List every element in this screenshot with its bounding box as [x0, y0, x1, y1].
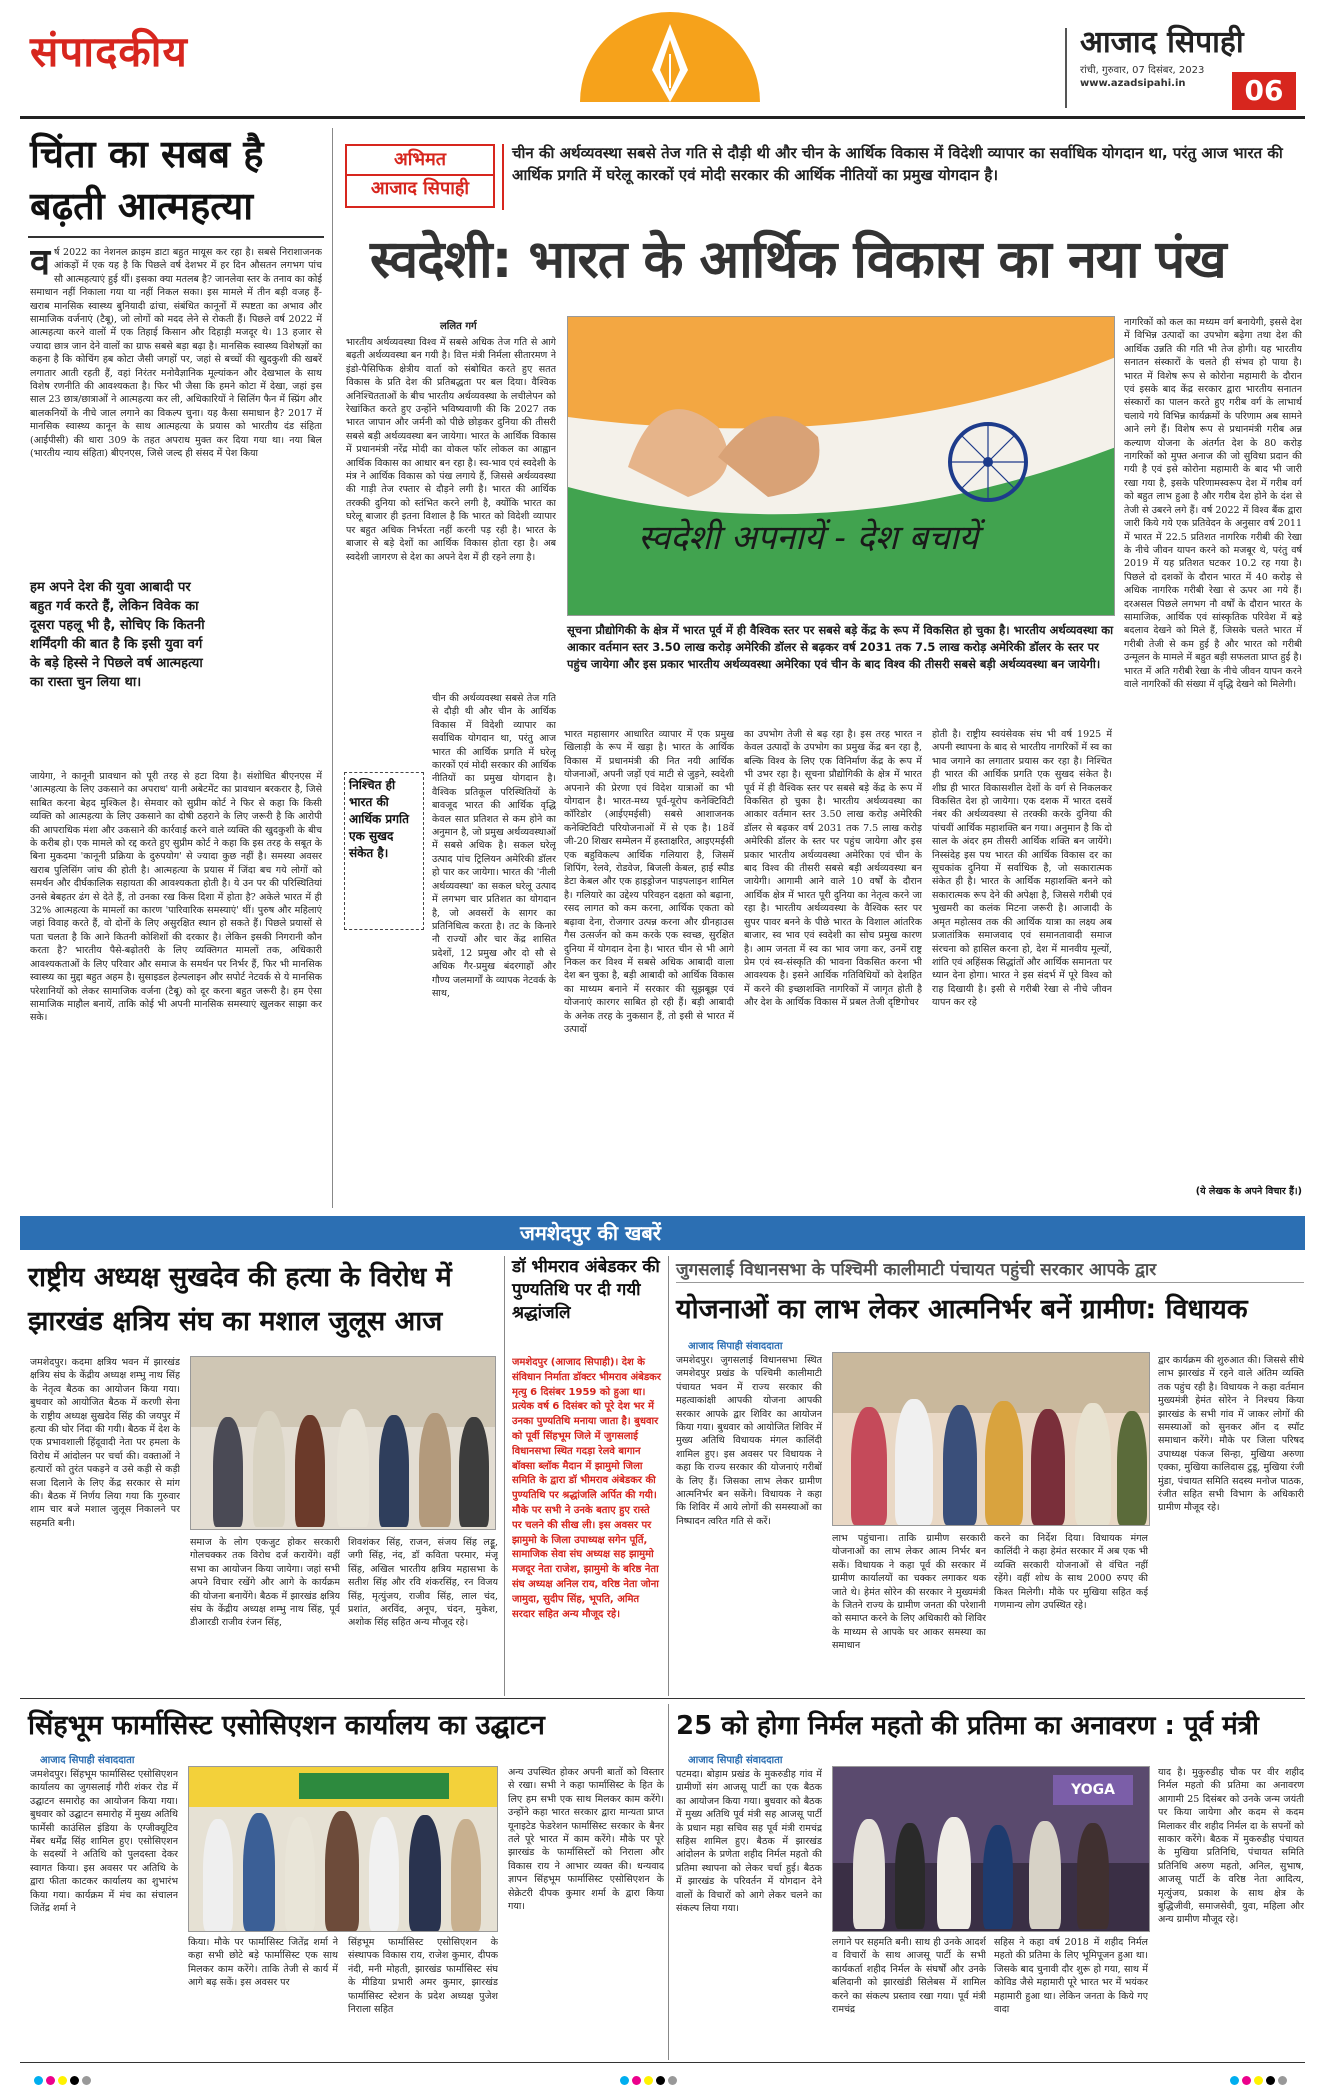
column-divider [504, 1256, 505, 1696]
website: www.azadsipahi.in [1080, 78, 1186, 89]
story4-byline: आजाद सिपाही संवाददाता [40, 1755, 135, 1766]
story5-text4: याद है। मुकुरुडीह चौक पर वीर शहीद निर्मल महतो की प्रतिमा का अनावरण आगामी 25 दिसंबर को उनके जन्म जयंती पर किया जायेगा और कदम से कदम मिलाकर वीर शहीद निर्मल दा के सपनों को साकार करेंगे। बैठक में मुकरुडीह पंचायत के मुखिया प्रतिनिधि, पंचायत समिति प्रतिनिधि अरुण महतो, अनिल, सुभाष, आजसू पार्टी के वरिष्ठ नेता आदित्य, मृत्युंजय, प्रकाश के साथ क्षेत्र के बुद्धिजीवी, समाजसेवी, युवा, महिला और अन्य ग्रामीण मौजूद रहे। [1158, 1767, 1304, 1926]
story3-text3: करने का निर्देश दिया। विधायक मंगल कालिंदी ने कहा हेमंत सरकार में अब एक भी व्यक्ति सरकारी योजनाओं से वंचित नहीं रहेंगे। वहीं शोध के साथ 2000 रुपए की किश्त मिलेगी। मौके पर मुखिया सहित कई गणमान्य लोग उपस्थित रहे। [994, 1533, 1148, 1612]
jamshedpur-band-title: जमशेदपुर की खबरें [520, 1221, 661, 1245]
dateline: रांची, गुरुवार, 07 दिसंबर, 2023 [1080, 65, 1205, 76]
page-number: 06 [1232, 72, 1296, 110]
article-pullquote [344, 772, 424, 930]
story1-text: जमशेदपुर। कदमा क्षत्रिय भवन में झारखंड क्षत्रिय संघ के केंद्रीय अध्यक्ष शम्भु नाथ सिंह के नेतृत्व बैठक का आयोजन किया गया। बुधवार को आयोजित बैठक में करणी सेना के राष्ट्रीय अध्यक्ष सुखदेव सिंह की जयपुर में हत्या की घोर निंदा की गयी। बैठक में देश के एक प्रभावशाली हिंदूवादी नेता पर हमला के विरोध में आंदोलन पर चर्चा की। वक्ताओं ने हत्यारों को तुरंत पकड़ने व उसे कड़ी से कड़ी सजा दिलाने के लिए केंद्र सरकार से मांग की। बैठक में निर्णय लिया गया कि गुरुवार शाम चार बजे मशाल जुलूस निकालने पर सहमति बनी। [30, 1357, 180, 1529]
story1-headline: राष्ट्रीय अध्यक्ष सुखदेव की हत्या के विरोध में झारखंड क्षत्रिय संघ का मशाल जुलूस आज [28, 1262, 452, 1337]
masthead-sun-logo [560, 10, 780, 102]
story5-headline: 25 को होगा निर्मल महतो की प्रतिमा का अनावरण : पूर्व मंत्री [676, 1711, 1259, 1741]
column-divider [668, 1704, 669, 2060]
story1-photo [190, 1356, 496, 1530]
story4-text3: सिंहभूम फार्मासिस्ट एसोसिएशन के संस्थापक विकास राय, राजेश कुमार, दीपक नंदी, मनी मोहती, झारखंड फार्मासिस्ट संघ के मीडिया प्रभारी अमर कुमार, झारखंड फार्मासिस्ट स्टेशन के प्रदेश अध्यक्ष पुजेश निराला सहित [348, 1937, 498, 2016]
story2-headline: डॉ भीमराव अंबेडकर की पुण्यतिथि पर दी गयी श्रद्धांजलि [512, 1257, 660, 1323]
story5-photo [832, 1766, 1150, 1932]
registration-dots-right [1230, 2070, 1290, 2087]
article-footnote: (ये लेखक के अपने विचार हैं।) [1195, 1186, 1302, 1197]
editorial-rule [28, 236, 324, 238]
story3-byline: आजाद सिपाही संवाददाता [688, 1341, 783, 1352]
story3-photo [832, 1352, 1150, 1526]
article-col-1: भारतीय अर्थव्यवस्था विश्व में सबसे अधिक तेज गति से आगे बढ़ती अर्थव्यवस्था बन गयी है। वित्त मंत्री निर्मला सीतारमण ने इंडो-पैसिफिक क्षेत्रीय वार्ता को संबोधित करते हुए सतत विकास के प्रति देश की प्रतिबद्धता पर बल दिया। वैश्विक अनिश्चितताओं के बीच भारतीय अर्थव्यवस्था के लचीलेपन को रेखांकित करते हुए उन्होंने भविष्यवाणी की कि 2027 तक भारत जापान और जर्मनी को पीछे छोड़कर दुनिया की तीसरी सबसे बड़ी अर्थव्यवस्था बन जायेगा। भारत के आर्थिक विकास में प्रधानमंत्री नरेंद्र मोदी का वोकल फॉर लोकल का आह्वान आर्थिक विकास का आधार बन रहा है। स्व-भाव एवं स्वदेशी के मंत्र ने आर्थिक विकास को पंख लगाये हैं, जिससे अर्थव्यवस्था की गाड़ी तेज रफ्तार से दौड़ने लगी है। भारत की आर्थिक तरक्की दुनिया को स्तंभित करने लगी है, क्योंकि भारत का घरेलू बाजार ही इतना विशाल है कि भारत को विदेशी व्यापार पर बहुत अधिक निर्भरता नहीं करनी पड़ रही है। भारत के बाजार से बड़े देशों का आर्थिक विकास होता रहा है। अब स्वदेशी जागरण से देश का अपने देश में ही रहने लगा है। [346, 337, 556, 563]
article-col-3: का उपभोग तेजी से बढ़ रहा है। इस तरह भारत न केवल उत्पादों के उपभोग का प्रमुख केंद्र बन रहा है, बल्कि विश्व के लिए एक विनिर्माण केंद्र के रूप में भी उभर रहा है। सूचना प्रौद्योगिकी के क्षेत्र में भारत पूर्व में ही वैश्विक स्तर पर सबसे बड़े केंद्र के रूप में विकसित हो चुका है। भारतीय अर्थव्यवस्था का आकार वर्तमान स्तर 3.50 लाख करोड़ अमेरिकी डॉलर से बढ़कर वर्ष 2031 तक 7.5 लाख करोड़ अमेरिकी डॉलर के स्तर पर पहुंच जायेगा और इस प्रकार भारतीय अर्थव्यवस्था अमेरिका एवं चीन के बाद विश्व की तीसरी सबसे बड़ी अर्थव्यवस्था बन जायेगी। आगामी आने वाले 10 वर्षों के दौरान आर्थिक क्षेत्र में भारत पूरी दुनिया का नेतृत्व करने जा रहा है। भारतीय अर्थव्यवस्था के वैश्विक स्तर पर सुपर पावर बनने के पीछे भारत के विशाल आंतरिक बाजार, स्व भाव एवं स्वदेशी का सोच प्रमुख कारण है। आम जनता में स्व का भाव जगा कर, उनमें राष्ट्र प्रेम एवं स्व-संस्कृति की भावना विकसित करना भी आवश्यक है। इसने आर्थिक गतिविधियों को देशहित में करने की इच्छाशक्ति नागरिकों में जागृत होती है और देश के आर्थिक विकास में प्रबल तेजी दृष्टिगोचर [744, 729, 922, 1009]
opinion-label-bottom: आजाद सिपाही [347, 174, 493, 202]
story3-text2: लाभ पहुंचाना। ताकि ग्रामीण सरकारी योजनाओं का लाभ लेकर आत्म निर्भर बन सकें। विधायक ने कहा पूर्व की सरकार में ग्रामीण कार्यालयों का चक्कर लगाकर थक जाते थे। हेमंत सोरेन की सरकार ने मुख्यमंत्री के जितने राज्य के ग्रामीण जनता की परेशानी को समाप्त करने के लिए अधिकारी को शिविर के माध्यम से आपके घर आकर समस्या का समाधान [832, 1533, 986, 1652]
story3-headline: योजनाओं का लाभ लेकर आत्मनिर्भर बनें ग्रामीण: विधायक [676, 1294, 1248, 1325]
editorial-body-2: जायेगा, ने कानूनी प्रावधान को पूरी तरह से हटा दिया है। संशोधित बीएनएस में 'आत्महत्या के लिए उकसाने का अपराध' यानी अबेटमेंट का प्रावधान बरकरार है, जिसे साबित करना बेहद मुश्किल है। सेमवार को सुप्रीम कोर्ट ने फिर से कहा कि किसी व्यक्ति को आत्महत्या के लिए उकसाने का दोषी ठहराने के लिए जरूरी है कि आरोपी की आपराधिक मंशा और उकसाने की कार्रवाई करने वाले व्यक्ति की खुदकुशी के बीच के करीब हो। एक मामले को रद्द करते हुए सुप्रीम कोर्ट ने कहा कि इस तरह के सबूत के बिना मुकदमा 'कानूनी प्रक्रिया के दुरुपयोग' से ज्यादा कुछ नहीं है। समस्या अवसर खराब पुलिसिंग जांच की होती है। आत्महत्या के प्रयास में जिंदा बच गये लोगों को समर्थन और दीर्घकालिक सहायता की आवश्यकता होती है। ये उन पर की परिस्थितियां उनसे बेबहतर ढंग से देते हैं, तो उनका रख किस दिशा में होता है? अकेले भारत में ही 32% आत्महत्या के मामलों का कारण 'पारिवारिक समस्याएं' थीं। पुरुष और महिलाएं जहां विवाह करते हैं, वो दोनों के लिए असुरक्षित स्थान हो सकते हैं। पिछले प्रयासों से पता चलता है कि आने कितनी कोशिशों की दरकार है। लेकिन इसकी निगरानी कौन करता है? भारतीय पैसे-बढ़ोतरी के लिए व्यक्तिगत मामलों तक, अधिकारी आवश्यकताओं के लिए परिवार और समाज के समर्थन पर निर्भर हैं, फिर भी मानसिक स्वास्थ्य का मुद्दा बहुत अहम है। सुसाइडल हेल्पलाइन और सपोर्ट नेटवर्क से ये मानसिक परेशानियों को लेकर सामाजिक वर्जना (टैबू) को दूर करना बहुत जरूरी है। हम ऐसा सामाजिक माहौल बनायें, ताकि कोई भी अपनी मानसिक समस्याएं खुलकर साझा कर सके। [30, 771, 322, 1024]
column-divider [668, 1256, 669, 1696]
article-pullquote-text: निश्चित ही भारत की आर्थिक प्रगति एक सुखद संकेत है। [349, 778, 409, 860]
article-col-2: भारत महासागर आधारित व्यापार में एक प्रमुख खिलाड़ी के रूप में खड़ा है। भारत के आर्थिक विकास में प्रधानमंत्री की नित नयी आर्थिक योजनाओं, अपनी जड़ों एवं माटी से जुड़ने, स्वदेशी अपनाने की प्रेरणा एवं विदेश यात्राओं का भी योगदान है। भारत-मध्य पूर्व-यूरोप कनेक्टिविटी कॉरिडोर (आईएमईसी) सबसे आशाजनक कनेक्टिविटी परियोजनाओं में से एक है। 18वें जी-20 शिखर सम्मेलन में हस्ताक्षरित, आइएमईसी एक बहुविकल्प आर्थिक गलियारा है, जिसमें शिपिंग, रेलवे, रोडवेज, बिजली केबल, हाई स्पीड डेटा केबल और एक हाइड्रोजन पाइपलाइन शामिल है। गलियारे का उद्देश्य परिवहन दक्षता को बढ़ाना, रसद लागत को कम करना, आर्थिक एकता को बढ़ावा देना, रोजगार उत्पन्न करना और ग्रीनहाउस गैस उत्सर्जन को कम करके एक स्वच्छ, सुरक्षित दुनिया में योगदान देना है। भारत चीन से भी आगे निकल कर विश्व में सबसे अधिक आबादी वाला देश बन चुका है, बड़ी आबादी को आर्थिक विकास का माध्यम बनाने में सरकार की सूझबूझ एवं योजनाएं कारगर साबित हो रही हैं। बड़ी आबादी के अनेक तरह के नुकसान हैं, तो इसी से भारत में उत्पादों [564, 729, 734, 1035]
editorial-para-1: र्ष 2022 का नेशनल क्राइम डाटा बहुत मायूस कर रहा है। सबसे निराशाजनक आंकड़ों में एक यह है कि पिछले वर्ष देशभर में हर दिन औसतन लगभग पांच सौ आत्महत्याएं हुई थीं। इसका क्या मतलब है? जानलेवा स्तर के तनाव का कोई समाधान नहीं निकाला गया या नहीं निकल सका। इस मामले में तीन बड़ी वजह हैं- खराब मानसिक स्वास्थ्य बुनियादी ढांचा, संबंधित कानूनों में स्पष्टता का अभाव और सामाजिक वर्जनाएं (टैबू), जो लोगों को मदद लेने से रोकती हैं। पिछले वर्ष 2022 में आत्महत्या करने वालों में एक तिहाई किसान और दिहाड़ी मजदूर थे। 13 हजार से ज्यादा छात्र जान देने वालों का ग्राफ सबसे बड़ा बढ़ा है। मानसिक स्वास्थ्य विशेषज्ञों का कहना है कि कोचिंग हब कोटा जैसी जगहों पर, जहां से बच्चों की खुदकुशी की खबरें लगातार आती रहती हैं, वहां निरंतर मनोवैज्ञानिक मूल्यांकन और देखभाल के साथ विशेष रणनीति की आवश्यकता है। फिर भी जैसा कि हमने कोटा में देखा, जहां इस साल 23 छात्र/छात्राओं ने आत्महत्या कर ली, अधिकारियों ने सिलिंग फैन में स्प्रिंग और बालकनियों के नीचे जाल लगाने का विकल्प चुना। यह कैसा समाधान है? 2017 में मानसिक स्वास्थ्य कानून के साथ आत्महत्या के प्रयास को भारतीय दंड संहिता (आईपीसी) की धारा 309 के तहत अपराध मुक्त कर दिया गया था। नया बिल (भारतीय न्याय संहिता) बीएनएस, जिसे जल्द ही संसद में पेश किया [30, 247, 322, 460]
story4-photo [188, 1766, 498, 1932]
column-divider [332, 128, 333, 1208]
drop-cap: व [30, 246, 51, 283]
article-image [567, 316, 1115, 616]
footer-rule [20, 2062, 1305, 2063]
yoga-banner: YOGA [1053, 1775, 1133, 1805]
editorial-body-1 [30, 246, 322, 562]
story1-text2: समाज के लोग एकजुट होकर सरकारी गोलचक्कर तक विरोध दर्ज करायेंगे। वहीं सभा का आयोजन किया जायेगा। जहां सभी अपने विचार रखेंगे और आगे के कार्यक्रम की योजना बनायेंगे। बैठक में झारखंड क्षत्रिय संघ के केंद्रीय अध्यक्ष शम्भु नाथ सिंह, पूर्व डीआरडी राजीव रंजन सिंह, [190, 1537, 340, 1629]
kicker-divider [502, 144, 504, 210]
article-kicker: चीन की अर्थव्यवस्था सबसे तेज गति से दौड़ी थी और चीन के आर्थिक विकास में विदेशी व्यापार का सर्वाधिक योगदान था, परंतु आज भारत की आर्थिक प्रगति में घरेलू कारकों एवं मोदी सरकार की आर्थिक नीतियों का प्रमुख योगदान है। [512, 144, 1283, 184]
editorial-headline: चिंता का सबब है बढ़ती आत्महत्या [30, 132, 264, 228]
story4-headline: सिंहभूम फार्मासिस्ट एसोसिएशन कार्यालय का उद्घाटन [28, 1710, 545, 1741]
story5-text2: लगाने पर सहमति बनी। साथ ही उनके आदर्श व विचारों के साथ आजसू पार्टी के सभी कार्यकर्ता शहीद निर्मल के संघर्षों और उनके बलिदानी को झारखंडी सिलेबस में शामिल करने का संकल्प प्रस्ताव रखा गया। पूर्व मंत्री रामचंद्र [832, 1937, 986, 2016]
image-slogan: स्वदेशी अपनायें - देश बचायें [638, 518, 979, 558]
story4-text4: अन्य उपस्थित होकर अपनी बातों को विस्तार से रखा। सभी ने कहा फार्मासिस्ट के हित के लिए हम सभी एक साथ मिलकर काम करेंगे। उन्होंने कहा भारत सरकार द्वारा मान्यता प्राप्त यूनाइटेड फेडरेशन फार्मासिस्ट सरकार के बैनर तले पूरे भारत में काम करेंगे। मौके पर पूरे झारखंड के फार्मासिस्टों को निराला और विकास राय ने आभार व्यक्त की। धन्यवाद ज्ञापन सिंहभूम फार्मासिस्ट एसोसिएशन के सेक्रेटरी दीपक कुमार शर्मा के द्वारा किया गया। [508, 1767, 664, 1913]
opinion-label-top: अभिमत [393, 149, 447, 170]
article-col-4: होती है। राष्ट्रीय स्वयंसेवक संघ भी वर्ष 1925 में अपनी स्थापना के बाद से भारतीय नागरिकों में स्व का भाव जगाने का लगातार प्रयास कर रहा है। निश्चित ही भारत की आर्थिक प्रगति एक सुखद संकेत है। शीघ्र ही भारत विकासशील देशों के वर्ग से निकलकर विकसित देश हो जायेगा। एक दशक में भारत दसवें नंबर की अर्थव्यवस्था से तरक्की करके दुनिया की पांचवीं आर्थिक महाशक्ति बन गया। अनुमान है कि दो साल के अंदर हम तीसरी आर्थिक शक्ति बन जायेंगे। निस्संदेह इस पथ भारत की आर्थिक विकास दर का सूचकांक दुनिया में सर्वाधिक है, जो सकारात्मक संकेत ही है। भारत के आर्थिक महाशक्ति बनने को सकारात्मक रूप देने की अपेक्षा है, जिससे गरीबी एवं भुखमरी का कलंक मिटना जरूरी है। आजादी के अमृत महोत्सव तक की आर्थिक यात्रा का लक्ष्य अब प्रजातांत्रिक समाजवाद एवं समानतावादी समाज संरचना को हासिल करना हो, देश में मानवीय मूल्यों, शांति एवं अहिंसक सिद्धांतों और आर्थिक समानता पर ध्यान देना होगा। भारत ने इस संदर्भ में पूरे विश्व को राह दिखायी है। इसी से गरीबी रेखा से नीचे जीवन यापन कर रहे [932, 729, 1112, 1009]
row-rule [20, 1698, 1305, 1699]
story5-byline: आजाद सिपाही संवाददाता [688, 1755, 783, 1766]
article-col-5: नागरिकों को कल का मध्यम वर्ग बनायेगी, इससे देश में विभिन्न उत्पादों का उपभोग बढ़ेगा तथा देश की आर्थिक उन्नति की गति भी तेज होगी। यह भारतीय सनातन संस्कारों के चलते ही संभव हो पाया है। भारत में विशेष रूप से कोरोना महामारी के दौरान एवं इसके बाद केंद्र सरकार द्वारा भारतीय सनातन संस्कारों का पालन करते हुए गरीब वर्ग के लाभार्थ चलाये गये विभिन्न कार्यक्रमों के परिणाम अब सामने आने लगे हैं। विशेष रूप से प्रधानमंत्री गरीब अन्न कल्याण योजना के अंतर्गत देश के 80 करोड़ नागरिकों को मुफ्त अनाज की जो सुविधा प्रदान की गयी है एवं इसे कोरोना महामारी के बाद भी जारी रखा गया है, इसके परिणामस्वरूप देश में गरीब वर्ग को बहुत लाभ हुआ है और गरीब देश होने के दंश से तेजी से उबरने लगे हैं। वर्ष 2022 में विश्व बैंक द्वारा जारी किये गये एक प्रतिवेदन के अनुसार वर्ष 2011 में भारत में 22.5 प्रतिशत नागरिक गरीबी की रेखा के नीचे जीवन यापन करने को मजबूर थे, परंतु वर्ष 2019 में यह प्रतिशत घटकर 10.2 रह गया है। पिछले दो दशकों के दौरान भारत में 40 करोड़ से अधिक नागरिक गरीबी रेखा से ऊपर आ गये हैं। दरअसल पिछले लगभग नौ वर्षों के दौरान भारत के सामाजिक, आर्थिक एवं सांस्कृतिक परिवेश में बड़े बदलाव देखने को मिले हैं, जिसके चलते भारत में गरीबी तेजी से कम हुई है और भारत को गरीबी उन्मूलन के मामले में बहुत बड़ी सफलता प्राप्त हुई है। भारत में अति गरीबी रेखा के नीचे जीवन यापन करने वाले नागरिकों की संख्या में वृद्धि देखने को मिलेगी। [1124, 317, 1302, 690]
story5-text: पटमदा। बोड़ाम प्रखंड के मुकरुडीह गांव में ग्रामीणों संग आजसू पार्टी का एक बैठक का आयोजन किया गया। बुधवार को बैठक में मुख्य अतिथि पूर्व मंत्री सह आजसू पार्टी के प्रधान महा सचिव सह पूर्व मंत्री रामचंद्र सहिस शामिल हुए। बैठक में झारखंड आंदोलन के प्रणेता शहीद निर्मल महतो की प्रतिमा स्थापना को लेकर चर्चा हुई। बैठक में झारखंड के परिवर्तन में योगदान देने वालों के विचारों को आगे लेकर चलने का संकल्प लिया गया। [676, 1769, 822, 1915]
section-title: संपादकीय [30, 27, 188, 76]
story2-text: जमशेदपुर (आजाद सिपाही)। देश के संविधान निर्माता डॉक्टर भीमराव अंबेडकर मृत्यु 6 दिसंबर 1959 को हुआ था। प्रत्येक वर्ष 6 दिसंबर को पूरे देश भर में उनका पुण्यतिथि मनाया जाता है। बुधवार को पूर्वी सिंहभूम जिले में जुगसलाई विधानसभा स्थित गदड़ा रेलवे बागान बॉक्सा ब्लॉक मैदान में झामुमो जिला समिति के द्वारा डॉ भीमराव अंबेडकर की पुण्यतिथि पर श्रद्धांजलि अर्पित की गयी। मौके पर सभी ने उनके बताए हुए रास्ते पर चलने की सीख ली। इस अवसर पर झामुमो के जिला उपाध्यक्ष सगेन पूर्ति, सामाजिक सेवा संघ अध्यक्ष सह झामुमो मजदूर नेता राजेश, झामुमो के बरिष्ठ नेता संघ अध्यक्ष अनिल राय, वरिष्ठ नेता जोना जामुदा, सुदीप सिंह, भूपति, अमित सरदार सहित अन्य मौजूद रहे। [512, 1357, 661, 1620]
article-headline: स्वदेशी: भारत के आर्थिक विकास का नया पंख [370, 230, 1226, 290]
story3-text: जमशेदपुर। जुगसलाई विधानसभा स्थित जमशेदपुर प्रखंड के पश्चिमी कालीमाटी पंचायत भवन में राज्य सरकार की महत्वाकांक्षी आपकी योजना आपकी सरकार आपके द्वार शिविर का आयोजन किया गया। बुधवार को आयोजित शिविर में मुख्य अतिथि विधायक मंगल कालिंदी शामिल हुए। इस अवसर पर विधायक ने कहा कि राज्य सरकार की योजनाएं गरीबों के लिए हैं। जिसका लाभ लेकर ग्रामीण आत्मनिर्भर बन सकेंगे। विधायक ने कहा कि शिविर में आये लोगों की समस्याओं का निष्पादन त्वरित गति से करें। [676, 1355, 822, 1527]
registration-dots-center [620, 2070, 680, 2087]
story1-text3: शिवशंकर सिंह, राजन, संजय सिंह लड्डू, जगी सिंह, नंद, डॉ कविता परमार, मंजू सिंह, अखिल भारतीय क्षत्रिय महासभा के सतीश सिंह और रवि शंकरसिंह, रन विजय सिंह, मृत्युंजय, राजीव सिंह, लाल चंद, प्रशांत, अरविंद, अनूप, चंदन, मुकेश, अशोक सिंह सहित अन्य मौजूद रहे। [348, 1537, 498, 1629]
story4-text2: किया। मौके पर फार्मासिस्ट जितेंद्र शर्मा ने कहा सभी छोटे बड़े फार्मासिस्ट एक साथ मिलकर काम करेंगे। ताकि तेजी से कार्य में आगे बढ़ सकें। इस अवसर पर [188, 1937, 338, 1989]
story3-kicker: जुगसलाई विधानसभा के पश्चिमी कालीमाटी पंचायत पहुंची सरकार आपके द्वार [676, 1258, 1304, 1283]
paper-name: आजाद सिपाही [1080, 25, 1244, 60]
story3-text4: द्वार कार्यक्रम की शुरुआत की। जिससे सीधे लाभ झारखंड में रहने वाले अंतिम व्यक्ति तक पहुंच रही है। विधायक ने कहा वर्तमान मुख्यमंत्री हेमंत सोरेन ने निश्चय किया झारखंड के सभी गांव में जाकर लोगों की समस्याओं को सुनकर ऑन द स्पॉट समाधान करेंगे। मौके पर जिला परिषद उपाध्यक्ष पंकज सिन्हा, मुखिया अरुणा एक्का, मुखिया कालिदास टुडू, मुखिया रंजी मुंडा, पंचायत समिति सदस्य मनोज पाठक, रंजीत सहित सभी विभाग के अधिकारी ग्रामीण मौजूद रहे। [1158, 1355, 1304, 1514]
article-byline: ललित गर्ग [440, 321, 477, 332]
masthead-divider [1065, 28, 1067, 108]
story5-text3: सहिस ने कहा वर्ष 2018 में शहीद निर्मल महतो की प्रतिमा के लिए भूमिपूजन हुआ था। जिसके बाद चुनावी दौर शुरू हो गया, साथ में कोविड जैसे महामारी पूरे भारत भर में भयंकर महामारी हुआ था। लेकिन जनता के किये गए वादा [994, 1937, 1148, 2016]
image-caption: सूचना प्रौद्योगिकी के क्षेत्र में भारत पूर्व में ही वैश्विक स्तर पर सबसे बड़े केंद्र के रूप में विकसित हो चुका है। भारतीय अर्थव्यवस्था का आकार वर्तमान स्तर 3.50 लाख करोड़ अमेरिकी डॉलर से बढ़कर वर्ष 2031 तक 7.5 लाख करोड़ अमेरिकी डॉलर के स्तर पर पहुंच जायेगा और इस प्रकार भारतीय अर्थव्यवस्था अमेरिका एवं चीन के बाद विश्व की तीसरी सबसे बड़ी अर्थव्यवस्था बन जायेगी। [567, 623, 1114, 671]
jamshedpur-band [20, 1216, 1305, 1250]
story4-text: जमशेदपुर। सिंहभूम फार्मासिस्ट एसोसिएशन कार्यालय का जुगसलाई गौरी शंकर रोड में उद्घाटन समारोह का आयोजन किया गया। बुधवार को उद्घाटन समारोह में मुख्य अतिथि फार्मेसी काउंसिल इंडिया के एग्जीक्यूटिव मेंबर धर्मेंद्र सिंह शामिल हुए। एसोसिएशन के सदस्यों ने अतिथि को पुलदस्ता देकर स्वागत किया। इस अवसर पर अतिथि के द्वारा फीता काटकर कार्यालय का शुभारंभ किया गया। कार्यक्रम में मंच का संचालन जितेंद्र शर्मा ने [30, 1769, 178, 1915]
editorial-pullquote: हम अपने देश की युवा आबादी पर बहुत गर्व करते हैं, लेकिन विवेक का दूसरा पहलू भी है, सोचिए कि कितनी शर्मिंदगी की बात है कि इसी युवा वर्ग के बड़े हिस्से ने पिछले वर्ष आत्महत्या का रास्ता चुन लिया था। [30, 580, 205, 690]
registration-dots-left [34, 2070, 94, 2087]
opinion-label [345, 144, 495, 208]
masthead-rule [20, 116, 1305, 119]
article-col-1b: चीन की अर्थव्यवस्था सबसे तेज गति से दौड़ी थी और चीन के आर्थिक विकास में विदेशी व्यापार का सर्वाधिक योगदान था, परंतु आज भारत की आर्थिक प्रगति में घरेलू कारकों एवं मोदी सरकार की आर्थिक नीतियों का प्रमुख योगदान है। वैश्विक प्रतिकूल परिस्थितियों के बावजूद भारत की आर्थिक वृद्धि केवल सात प्रतिशत से कम होने का अनुमान है, जो प्रमुख अर्थव्यवस्थाओं में सबसे अधिक है। सकल घरेलू उत्पाद पांच ट्रिलियन अमेरिकी डॉलर हो पार कर जायेगा। भारत की 'नीली अर्थव्यवस्था' का सकल घरेलू उत्पाद में लगभग चार प्रतिशत का योगदान है, जो अवसरों के सागर का प्रतिनिधित्व करता है। तट के किनारे नौ राज्यों और चार केंद्र शासित प्रदेशों, 12 प्रमुख और दो सौ से अधिक गैर-प्रमुख बंदरगाहों और गौण्य जलमार्गों के व्यापक नेटवर्क के साथ, [432, 693, 556, 999]
